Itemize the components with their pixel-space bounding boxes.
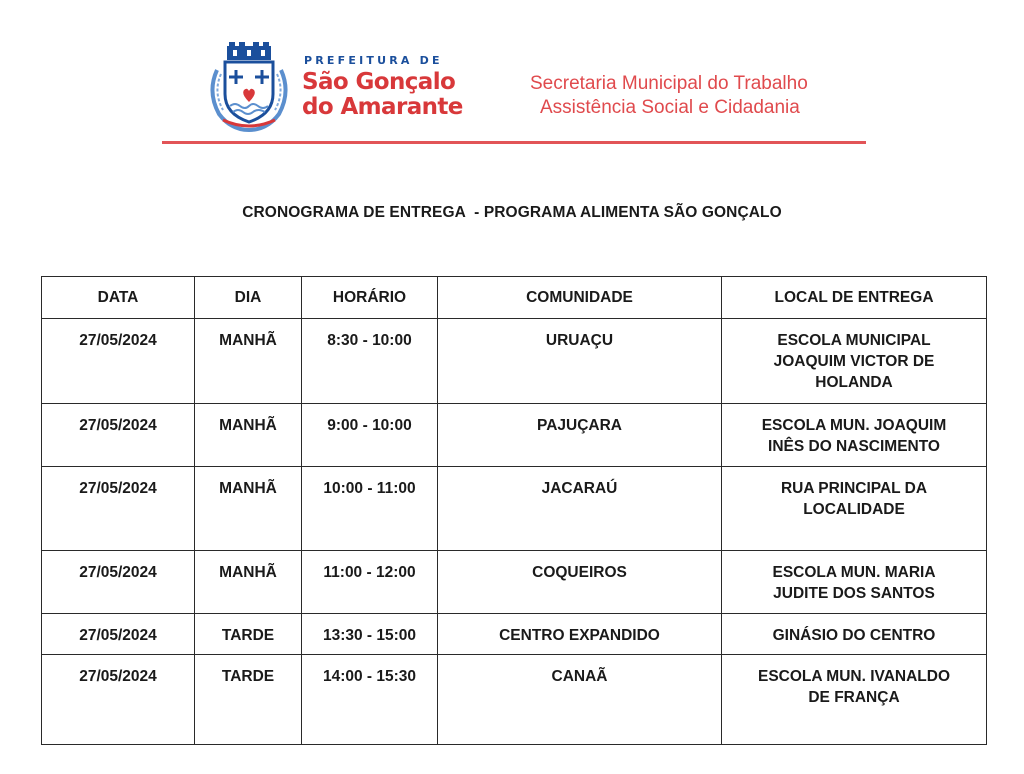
cell-data: 27/05/2024 bbox=[42, 551, 195, 614]
table-row bbox=[42, 551, 987, 614]
prefeitura-label: PREFEITURA DE bbox=[304, 54, 443, 67]
column-header-horario: HORÁRIO bbox=[302, 277, 438, 319]
local-line: JOAQUIM VICTOR DE bbox=[773, 353, 935, 370]
city-name-line-2: do Amarante bbox=[302, 94, 463, 120]
column-header-dia: DIA bbox=[195, 277, 302, 319]
local-line: ESCOLA MUN. JOAQUIM bbox=[761, 417, 947, 434]
cell-local bbox=[722, 614, 987, 655]
table-row bbox=[42, 614, 987, 655]
cell-horario: 14:00 - 15:30 bbox=[302, 655, 438, 745]
cell-dia: MANHÃ bbox=[195, 319, 302, 404]
cell-comunidade: CANAÃ bbox=[438, 655, 722, 745]
secretaria-name bbox=[530, 72, 808, 120]
table-row bbox=[42, 404, 987, 467]
secretaria-line-1: Secretaria Municipal do Trabalho bbox=[530, 73, 808, 94]
local-line: ESCOLA MUN. IVANALDO bbox=[757, 668, 951, 685]
local-line: JUDITE DOS SANTOS bbox=[773, 585, 935, 602]
table-row bbox=[42, 319, 987, 404]
secretaria-line-2: Assistência Social e Cidadania bbox=[540, 97, 800, 118]
local-line: RUA PRINCIPAL DA bbox=[780, 480, 928, 497]
table-header-row bbox=[42, 277, 987, 319]
cell-data: 27/05/2024 bbox=[42, 614, 195, 655]
cell-comunidade: URUAÇU bbox=[438, 319, 722, 404]
cell-dia: MANHÃ bbox=[195, 467, 302, 551]
cell-comunidade: COQUEIROS bbox=[438, 551, 722, 614]
local-line: ESCOLA MUNICIPAL bbox=[777, 332, 931, 349]
municipal-crest-icon bbox=[203, 40, 295, 132]
cell-comunidade: JACARAÚ bbox=[438, 467, 722, 551]
cell-horario: 8:30 - 10:00 bbox=[302, 319, 438, 404]
table-row bbox=[42, 467, 987, 551]
cell-dia: TARDE bbox=[195, 655, 302, 745]
delivery-schedule-table bbox=[41, 276, 987, 745]
cell-horario: 10:00 - 11:00 bbox=[302, 467, 438, 551]
local-line: HOLANDA bbox=[815, 374, 893, 391]
local-line: ESCOLA MUN. MARIA bbox=[772, 564, 936, 581]
local-line: GINÁSIO DO CENTRO bbox=[772, 627, 936, 644]
cell-dia: MANHÃ bbox=[195, 551, 302, 614]
table-row bbox=[42, 655, 987, 745]
local-line: DE FRANÇA bbox=[808, 689, 900, 706]
local-line: LOCALIDADE bbox=[803, 501, 905, 518]
cell-horario: 13:30 - 15:00 bbox=[302, 614, 438, 655]
cell-data: 27/05/2024 bbox=[42, 319, 195, 404]
document-title: CRONOGRAMA DE ENTREGA - PROGRAMA ALIMENTA SÃO GONÇALO bbox=[242, 204, 782, 221]
cell-horario: 11:00 - 12:00 bbox=[302, 551, 438, 614]
cell-local bbox=[722, 467, 987, 551]
cell-dia: TARDE bbox=[195, 614, 302, 655]
cell-local bbox=[722, 551, 987, 614]
cell-dia: MANHÃ bbox=[195, 404, 302, 467]
column-header-data: DATA bbox=[42, 277, 195, 319]
cell-local bbox=[722, 655, 987, 745]
cell-data: 27/05/2024 bbox=[42, 404, 195, 467]
cell-comunidade: PAJUÇARA bbox=[438, 404, 722, 467]
cell-comunidade: CENTRO EXPANDIDO bbox=[438, 614, 722, 655]
local-line: INÊS DO NASCIMENTO bbox=[768, 438, 940, 455]
cell-data: 27/05/2024 bbox=[42, 467, 195, 551]
cell-data: 27/05/2024 bbox=[42, 655, 195, 745]
column-header-comunidade: COMUNIDADE bbox=[438, 277, 722, 319]
header-divider bbox=[162, 141, 866, 144]
cell-local bbox=[722, 319, 987, 404]
city-name bbox=[302, 70, 463, 120]
city-name-line-1: São Gonçalo bbox=[302, 69, 456, 95]
column-header-local: LOCAL DE ENTREGA bbox=[722, 277, 987, 319]
cell-horario: 9:00 - 10:00 bbox=[302, 404, 438, 467]
cell-local bbox=[722, 404, 987, 467]
